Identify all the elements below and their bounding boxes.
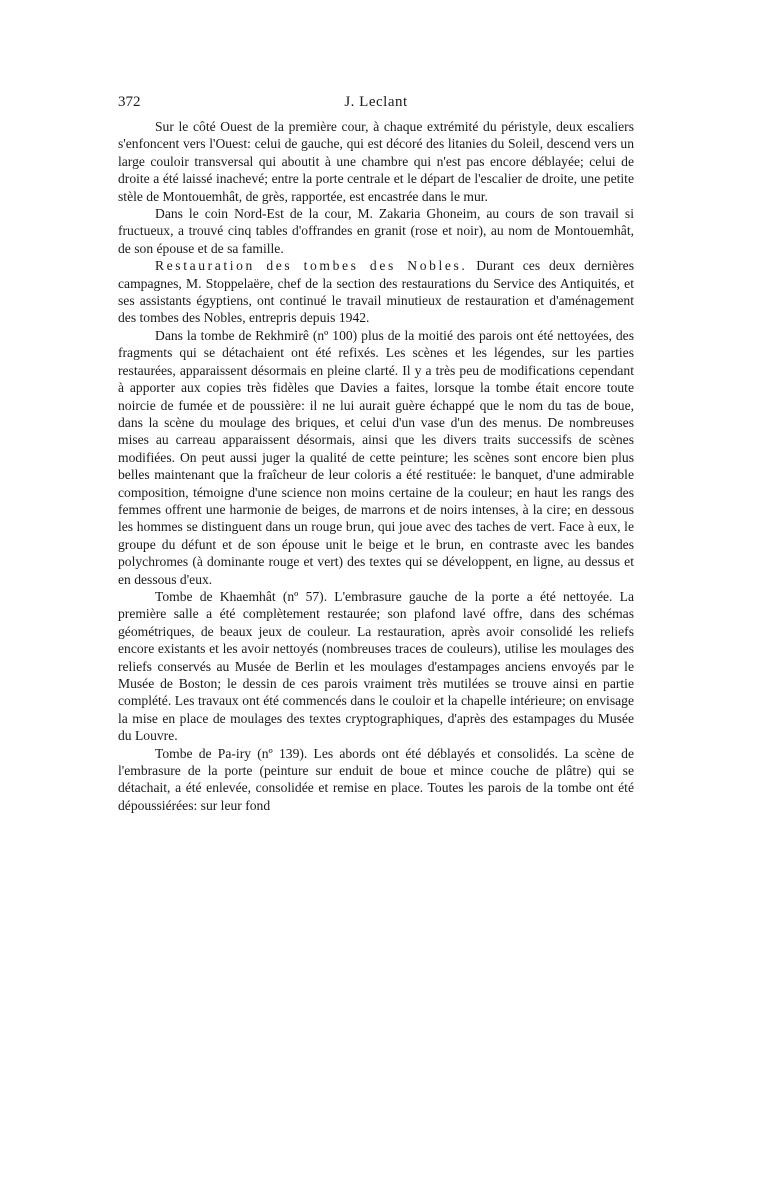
paragraph-text: Dans la tombe de Rekhmirê (nº 100) plus de la moitié des parois ont été nettoyées, des fragments qui se détachaient ont été refixés. Les scènes et les légendes, sur les parties restaurées, apparaissent désormais en pleine clarté. Il y a très peu de modifications cependant à apporter aux copies très fidèles que Davies a faites, lorsque la tombe était encore toute noircie de fumée et de poussière: il ne lui aurait guère échappé que le nom du tas de boue, dans la scène du moulage des briques, et celui d'un vase d'un des menus. De nombreuses mises au carreau apparaissent désormais, ainsi que les divers traits successifs de scènes modifiées. On peut aussi juger la qualité de cette peinture; les scènes sont encore bien plus belles maintenant que la fraîcheur de leur coloris a été restituée: le banquet, d'une admirable composition, témoigne d'une science non moins certaine de la couleur; en haut les rangs des femmes offrent une harmonie de beiges, de marrons et de noirs intenses, à la cire; en dessous les hommes se distinguent dans un rouge brun, qui joue avec des taches de vert. Face à eux, le groupe du défunt et de son épouse unit le beige et le brun, en contraste avec les bandes polychromes (à dominante rouge et vert) des textes qui se développent, en ligne, au dessus et en dessous d'eux. (118, 327, 634, 587)
paragraph-text: Durant ces deux dernières campagnes, M. Stoppelaëre, chef de la section des restaurations du Service des Antiquités, et ses assistants égyptiens, ont continué le travail minutieux de restauration et d'aménagement des tombes des Nobles, entrepris depuis 1942. (118, 258, 634, 326)
document-page (118, 94, 634, 814)
paragraph-text: Tombe de Khaemhât (nº 57). L'embrasure gauche de la porte a été nettoyée. La première salle a été complètement restaurée; son plafond lavé offre, dans des schémas géométriques, de beaux jeux de couleur. La restauration, après avoir consolidé les reliefs encore existants et les avoir nettoyés (nombreuses traces de couleurs), utilise les moulages des reliefs conservés au Musée de Berlin et les moulages d'estampages anciens envoyés par le Musée de Boston; le dessin de ces parois vraiment très mutilées se trouve ainsi en partie complété. Les travaux ont été commencés dans le couloir et la chapelle intérieure; on envisage la mise en place de moulages des textes cryptographiques, d'après des estampages du Musée du Louvre. (118, 588, 634, 744)
section-heading: Restauration des tombes des Nobles. (155, 258, 468, 274)
page-number: 372 (118, 94, 141, 110)
paragraph-west-side-stairs (118, 118, 634, 205)
page-header (118, 94, 634, 118)
paragraph-text: Dans le coin Nord-Est de la cour, M. Zakaria Ghoneim, au cours de son travail si fructueux, a trouvé cinq tables d'offrandes en granit (rose et noir), au nom de Montouemhât, de son épouse et de sa famille. (118, 206, 634, 256)
paragraph-rekhmire-tomb (118, 327, 634, 588)
paragraph-text: Tombe de Pa-iry (nº 139). Les abords ont été déblayés et consolidés. La scène de l'embrasure de la porte (peinture sur enduit de boue et mince couche de plâtre) qui se détachait, a été enlevée, consolidée et remise en place. Toutes les parois de la tombe ont été dépoussiérées: sur leur fond (118, 745, 634, 813)
paragraph-text: Sur le côté Ouest de la première cour, à chaque extrémité du péristyle, deux escaliers s'enfoncent vers l'Ouest: celui de gauche, qui est décoré des litanies du Soleil, descend vers un large couloir transversal qui aboutit à une chambre qui n'est pas encore déblayée; celui de droite a été laissé inachevé; entre la porte centrale et le départ de l'escalier de droite, une petite stèle de Montouemhât, de grès, rapportée, est encastrée dans le mur. (118, 119, 634, 204)
paragraph-pairy-tomb (118, 745, 634, 815)
paragraph-offering-tables (118, 205, 634, 257)
paragraph-khaemhat-tomb (118, 588, 634, 745)
paragraph-restoration-nobles (118, 257, 634, 327)
body-text (118, 118, 634, 814)
running-title: J. Leclant (344, 94, 408, 110)
